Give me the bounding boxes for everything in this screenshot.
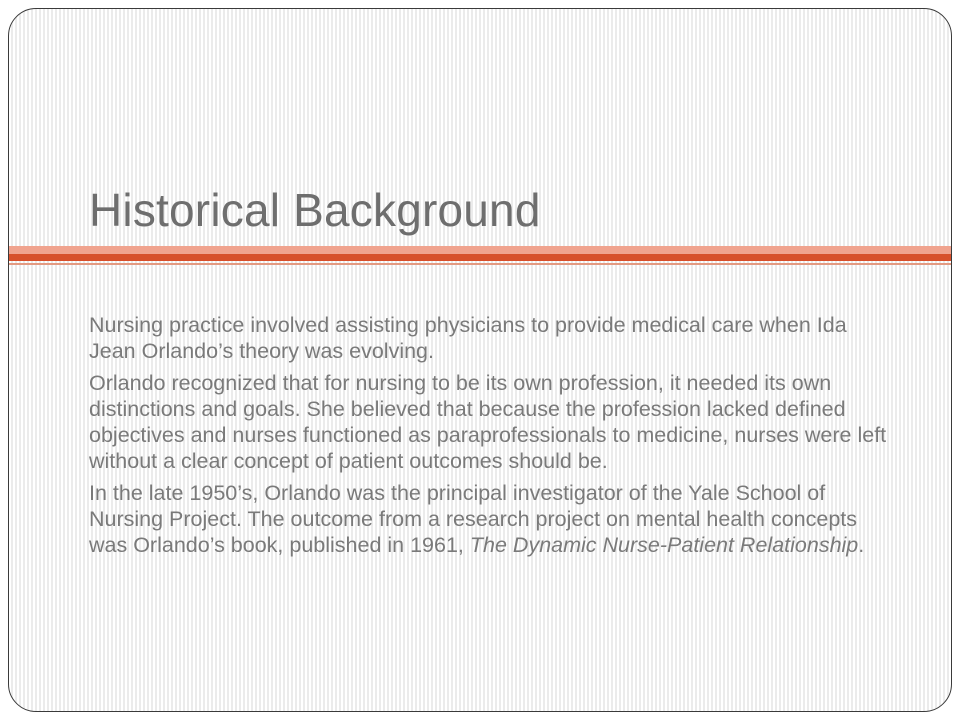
book-title: The Dynamic Nurse-Patient Relationship xyxy=(469,533,859,557)
paragraph-3 xyxy=(89,480,889,558)
title-divider-accent xyxy=(9,254,951,261)
slide xyxy=(8,8,952,712)
title-divider-thin xyxy=(9,263,951,265)
book-title-period: . xyxy=(858,533,865,557)
paragraph-2: Orlando recognized that for nursing to be its own profession, it needed its own distinctions and goals. She believed that because the profession lacked defined objectives and nurses functioned as paraprofessionals to medicine, nurses were left without a clear concept of patient outcomes should be. xyxy=(89,371,887,473)
slide-title: Historical Background xyxy=(89,184,541,236)
title-divider-light xyxy=(9,246,951,254)
paragraph-1: Nursing practice involved assisting physicians to provide medical care when Ida Jean Orlando’s theory was evolving. xyxy=(89,313,847,363)
paragraph-3-text: In the late 1950’s, Orlando was the principal investigator of the Yale School of Nursing Project. The outcome from a research project on mental health concepts was Orlando’s book, published in 1961, xyxy=(89,481,858,557)
slide-body xyxy=(89,312,889,564)
